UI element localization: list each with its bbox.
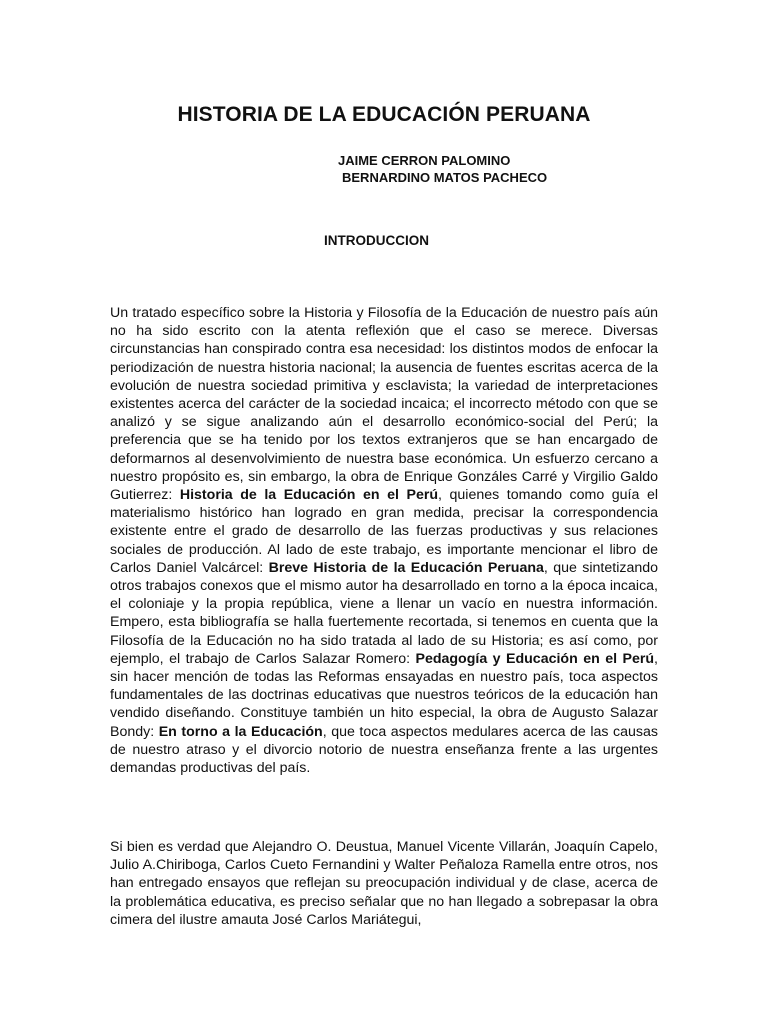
text-run: , sin hacer mención de todas las Reformas ensayadas en nuestro país, toca aspectos fundamentales de las doctrinas educativas que nuestros teóricos de la educación han vendido diseñando. Constituye también un hito especial, la obra de Augusto Salazar Bondy: <box>110 650 658 740</box>
body-paragraph <box>110 304 658 777</box>
book-title: Historia de la Educación en el Perú <box>179 487 439 504</box>
document-title: HISTORIA DE LA EDUCACIÓN PERUANA <box>177 103 591 126</box>
body-paragraph <box>110 838 658 929</box>
paragraph-text: Si bien es verdad que Alejandro O. Deustua, Manuel Vicente Villarán, Joaquín Capelo, Julio A.Chiriboga, Carlos Cueto Fernandini y Walter Peñaloza Ramella entre otros, nos han entregado ensayos que reflejan su preocupación individual y de clase, acerca de la problemática educativa, es preciso señalar que no han llegado a sobrepasar la obra cimera del ilustre amauta José Carlos Mariátegui, <box>110 839 658 928</box>
text-run: , quienes tomando como guía el materialismo histórico han logrado en gran medida, precisar la correspondencia existente entre el grado de desarrollo de las fuerzas productivas y sus relaciones sociales de producción. Al lado de este trabajo, es importante mencionar el libro de Carlos Daniel Valcárcel: <box>110 487 658 576</box>
book-title: Breve Historia de la Educación Peruana <box>268 559 544 576</box>
book-title: Pedagogía y Educación en el Perú <box>415 650 655 667</box>
author-name: BERNARDINO MATOS PACHECO <box>342 170 548 185</box>
text-run: , que sintetizando otros trabajos conexos que el mismo autor ha desarrollado en torno a la época incaica, el coloniaje y la propia república, viene a llenar un vacío en nuestra información. Empero, esta bibliografía se halla fuertemente recortada, si tenemos en cuenta que la Filosofía de la Educación no ha sido tratada al lado de su Historia; es así como, por ejemplo, el trabajo de Carlos Salazar Romero: <box>110 559 659 667</box>
paragraph-text <box>110 304 658 777</box>
book-title: En torno a la Educación <box>158 723 323 740</box>
text-run: Un tratado específico sobre la Historia y Filosofía de la Educación de nuestro país aún no ha sido escrito con la atenta reflexión que el caso se merece. Diversas circunstancias han conspirado contra esa necesidad: los distintos modos de enfocar la periodización de nuestra historia nacional; la ausencia de fuentes escritas acerca de la evolución de nuestra sociedad primitiva y esclavista; la variedad de interpretaciones existentes acerca del carácter de la sociedad incaica; el incorrecto método con que se analizó y se sigue analizando aún el desarrollo económico-social del Perú; la preferencia que se ha tenido por los textos extranjeros que se han encargado de deformarnos al desenvolvimiento de nuestra base económica. Un esfuerzo cercano a nuestro propósito es, sin embargo, la obra de Enrique Gonzáles Carré y Virgilio Galdo Gutierrez: <box>110 305 658 504</box>
author-name: JAIME CERRON PALOMINO <box>338 153 511 168</box>
text-run: , que toca aspectos medulares acerca de las causas de nuestro atraso y el divorcio notorio de nuestra enseñanza frente a las urgentes demandas productivas del país. <box>110 723 658 777</box>
section-heading: INTRODUCCION <box>324 233 429 248</box>
